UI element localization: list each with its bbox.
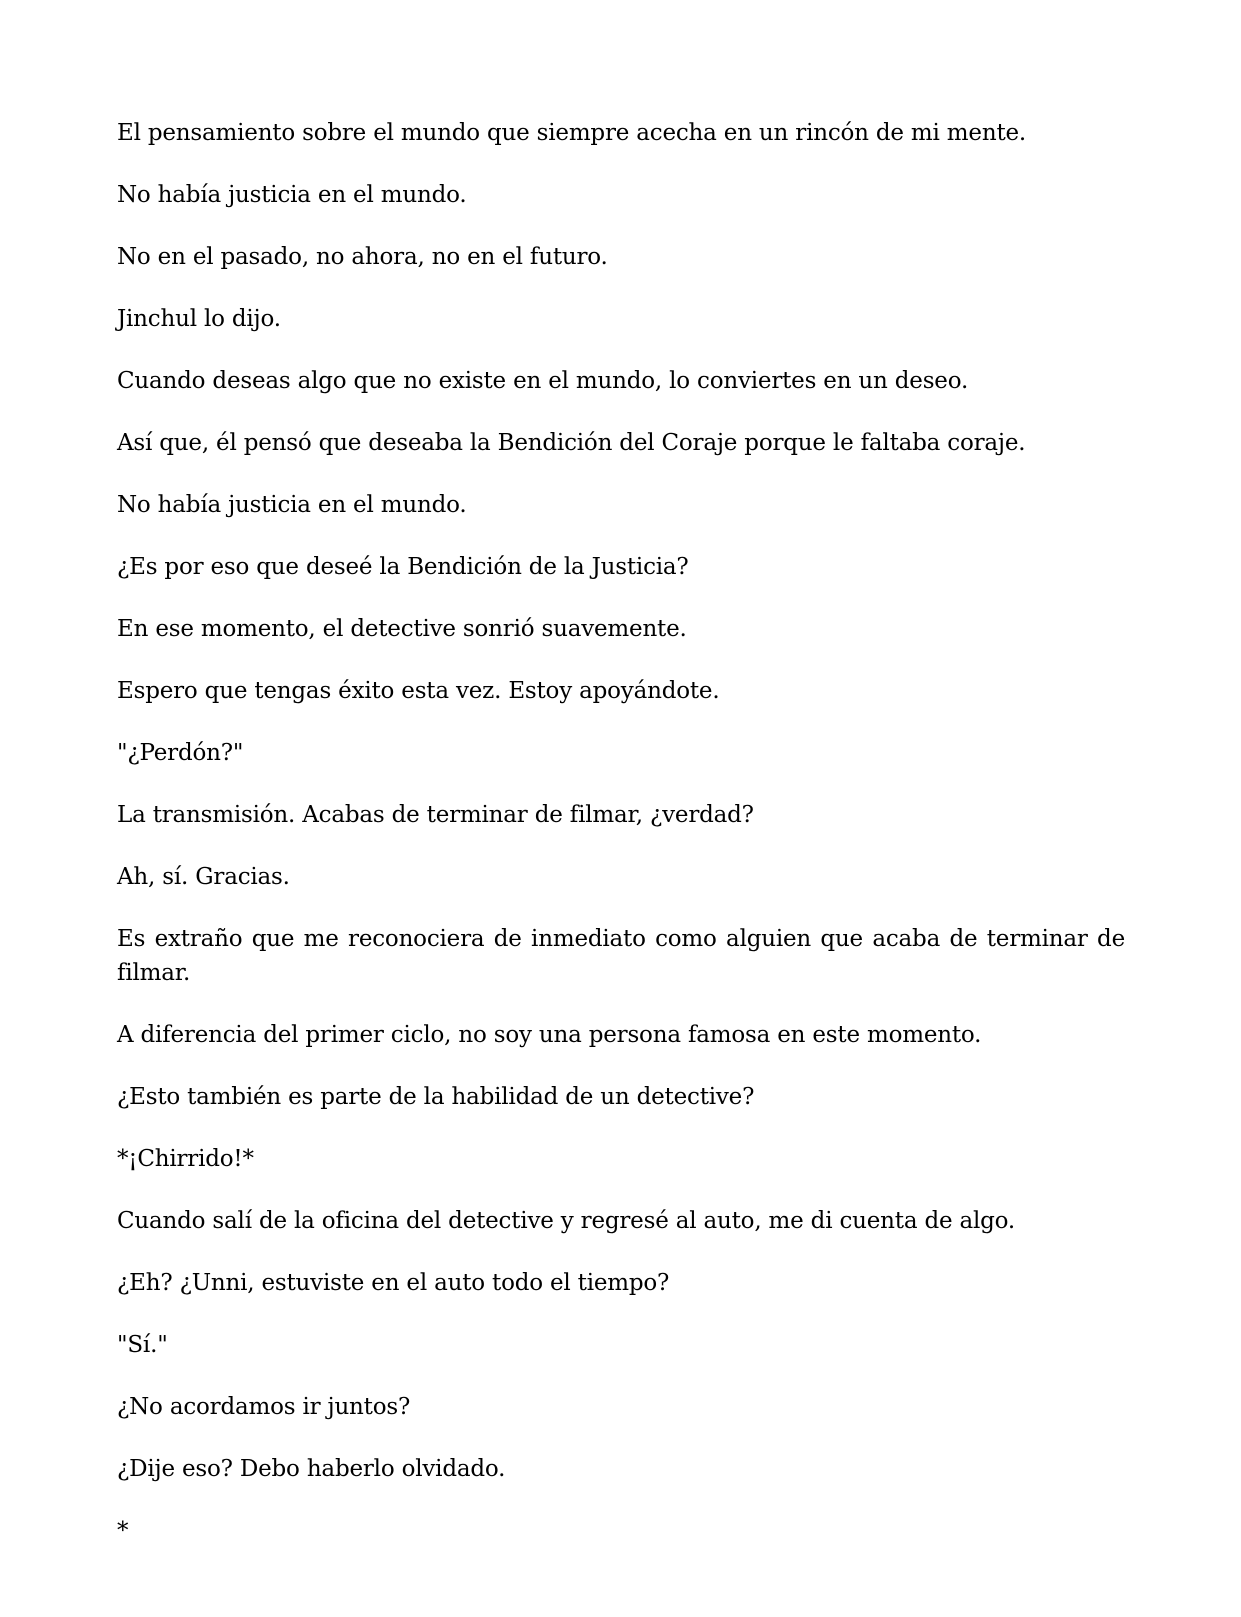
paragraph-18: Cuando salí de la oficina del detective y regresé al auto, me di cuenta de algo. bbox=[117, 1208, 1016, 1234]
paragraph-8: ¿Es por eso que deseé la Bendición de la Justicia? bbox=[117, 554, 689, 580]
paragraph-22: ¿Dije eso? Debo haberlo olvidado. bbox=[117, 1456, 506, 1482]
paragraph-15: A diferencia del primer ciclo, no soy una persona famosa en este momento. bbox=[117, 1022, 982, 1048]
paragraph-20: "Sí." bbox=[117, 1332, 168, 1358]
paragraph-17: *¡Chirrido!* bbox=[117, 1146, 254, 1172]
document-body bbox=[117, 116, 1125, 1548]
paragraph-11: "¿Perdón?" bbox=[117, 740, 244, 766]
paragraph-9: En ese momento, el detective sonrió suavemente. bbox=[117, 616, 687, 642]
paragraph-4: Jinchul lo dijo. bbox=[117, 306, 281, 332]
paragraph-5: Cuando deseas algo que no existe en el mundo, lo conviertes en un deseo. bbox=[117, 368, 969, 394]
paragraph-3: No en el pasado, no ahora, no en el futuro. bbox=[117, 244, 608, 270]
paragraph-21: ¿No acordamos ir juntos? bbox=[117, 1394, 411, 1420]
paragraph-14: Es extraño que me reconociera de inmediato como alguien que acaba de terminar de filmar. bbox=[117, 926, 1125, 986]
paragraph-23: * bbox=[117, 1518, 129, 1544]
paragraph-10: Espero que tengas éxito esta vez. Estoy apoyándote. bbox=[117, 678, 720, 704]
paragraph-16: ¿Esto también es parte de la habilidad de un detective? bbox=[117, 1084, 755, 1110]
paragraph-2: No había justicia en el mundo. bbox=[117, 182, 467, 208]
paragraph-6: Así que, él pensó que deseaba la Bendición del Coraje porque le faltaba coraje. bbox=[117, 430, 1026, 456]
paragraph-1: El pensamiento sobre el mundo que siempre acecha en un rincón de mi mente. bbox=[117, 120, 1027, 146]
paragraph-19: ¿Eh? ¿Unni, estuviste en el auto todo el tiempo? bbox=[117, 1270, 670, 1296]
paragraph-13: Ah, sí. Gracias. bbox=[117, 864, 290, 890]
paragraph-12: La transmisión. Acabas de terminar de filmar, ¿verdad? bbox=[117, 802, 754, 828]
paragraph-7: No había justicia en el mundo. bbox=[117, 492, 467, 518]
